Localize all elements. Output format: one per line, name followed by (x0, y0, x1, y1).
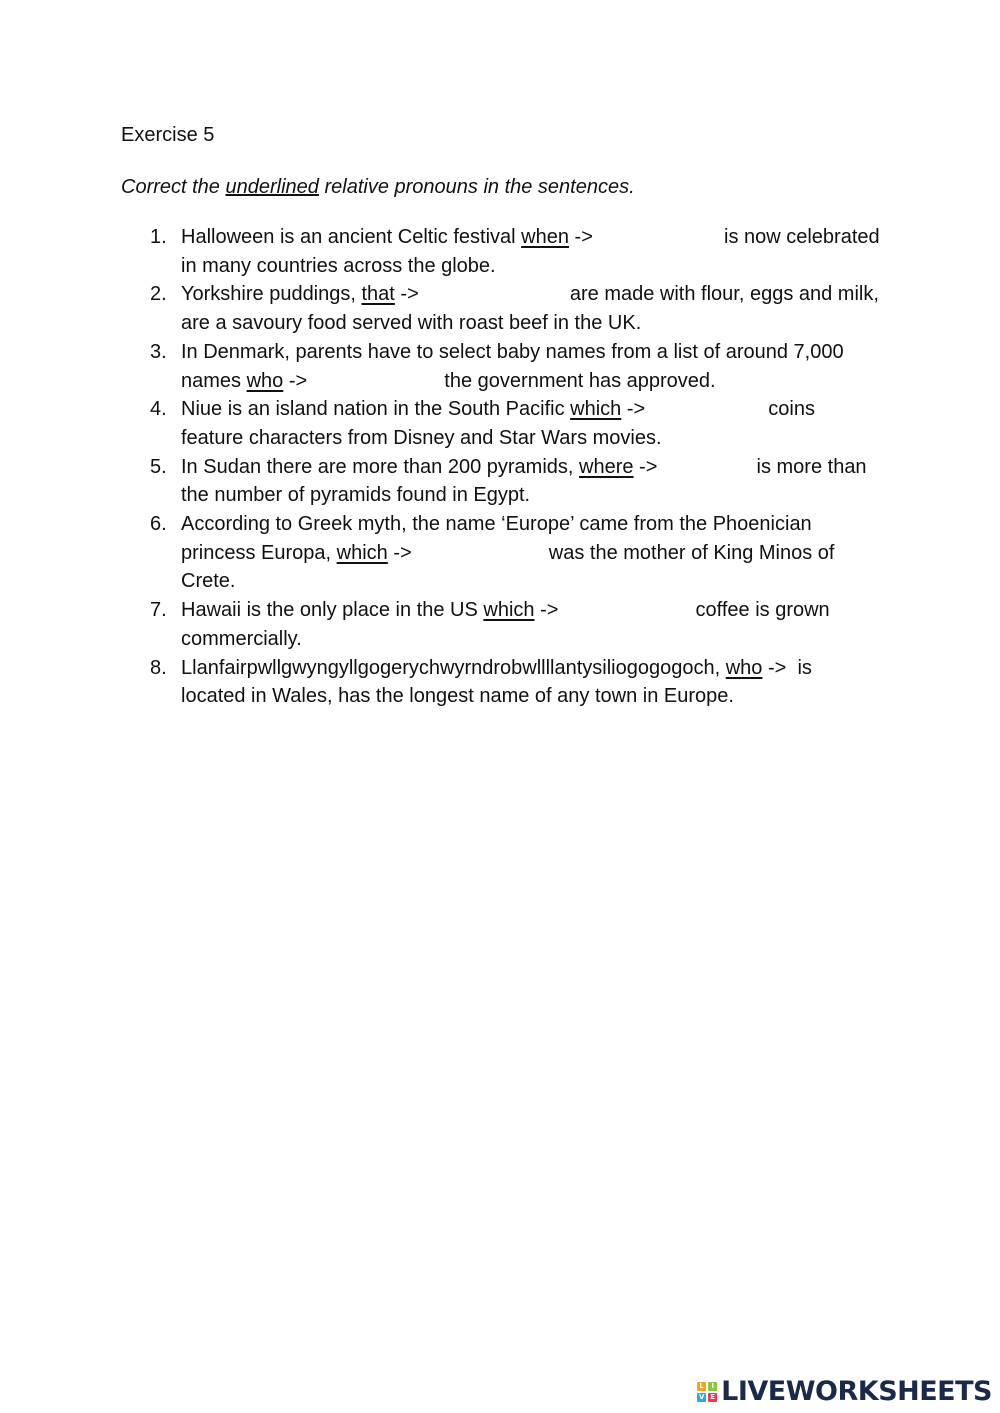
sentence-before: Halloween is an ancient Celtic festival (181, 226, 522, 248)
arrow: -> (621, 398, 651, 421)
sentence-before: Niue is an island nation in the South Pacific (181, 398, 571, 421)
exercise-sentence (181, 223, 881, 280)
underlined-pronoun: who (725, 656, 763, 679)
exercise-item (121, 596, 881, 653)
exercise-list (121, 223, 881, 711)
sentence-before: Hawaii is the only place in the US (181, 599, 484, 622)
sentence-after: the government has approved. (438, 369, 716, 392)
exercise-number: 8. (150, 656, 167, 679)
exercise-item (121, 338, 881, 395)
exercise-title: Exercise 5 (121, 124, 215, 146)
exercise-sentence (181, 395, 881, 452)
answer-input[interactable] (651, 399, 763, 421)
exercise-sentence (181, 453, 881, 510)
underlined-pronoun: when (521, 226, 569, 248)
exercise-item (121, 510, 881, 596)
logo-tile: L (697, 1382, 706, 1391)
answer-input[interactable] (598, 227, 718, 249)
exercise-number: 7. (150, 599, 167, 622)
arrow: -> (534, 599, 564, 622)
arrow: -> (633, 455, 663, 478)
exercise-number: 1. (150, 226, 167, 248)
exercise-item (121, 280, 881, 337)
underlined-pronoun: where (579, 455, 634, 478)
worksheet-page (121, 121, 881, 711)
exercise-item (121, 223, 881, 280)
arrow: -> (283, 369, 313, 392)
instruction-before: Correct the (121, 176, 226, 198)
exercise-number: 2. (150, 283, 167, 306)
exercise-sentence (181, 654, 881, 711)
logo-mark-icon (697, 1382, 717, 1402)
sentence-before: In Sudan there are more than 200 pyramids, (181, 455, 580, 478)
exercise-item (121, 654, 881, 711)
sentence-before: Yorkshire puddings, (181, 283, 362, 306)
instruction-underlined: underlined (225, 176, 319, 198)
exercise-number: 6. (150, 513, 167, 536)
sentence-after: coffee is grown commercially. (181, 599, 830, 650)
arrow: -> (394, 283, 425, 306)
arrow: -> (568, 226, 599, 248)
logo-tile: E (708, 1393, 717, 1402)
exercise-item (121, 453, 881, 510)
instruction (121, 173, 881, 201)
underlined-pronoun: which (570, 398, 622, 421)
sentence-after: is more than the number of pyramids found in Egypt. (181, 455, 867, 507)
exercise-sentence (181, 596, 881, 653)
sentence-after: is located in Wales, has the longest name of any town in Europe. (181, 656, 812, 708)
liveworksheets-logo (697, 1376, 992, 1407)
exercise-item (121, 395, 881, 452)
sentence-before: Llanfairpwllgwyngyllgogerychwyrndrobwllllantysiliogogogoch, (181, 656, 726, 679)
sentence-after: are made with flour, eggs and milk, are a savoury food served with roast beef in the UK. (181, 283, 879, 335)
exercise-sentence (181, 338, 881, 395)
exercise-sentence (181, 280, 881, 337)
sentence-after: coins feature characters from Disney and Star Wars movies. (181, 398, 815, 449)
exercise-number: 4. (150, 398, 167, 421)
arrow: -> (387, 541, 418, 564)
arrow: -> (762, 656, 792, 679)
answer-input[interactable] (417, 542, 543, 564)
answer-input[interactable] (663, 456, 751, 478)
answer-input[interactable] (424, 284, 564, 306)
answer-input[interactable] (564, 600, 690, 622)
exercise-number: 3. (150, 340, 167, 363)
sentence-before: According to Greek myth, the name ‘Europe’ came from the Phoenician princess Europa, (181, 513, 812, 564)
logo-tile: I (708, 1382, 717, 1391)
underlined-pronoun: which (483, 599, 535, 622)
logo-tile: V (698, 1393, 705, 1401)
answer-input[interactable] (313, 370, 439, 392)
sentence-before: In Denmark, parents have to select baby names from a list of around 7,000 names (181, 340, 844, 392)
sentence-after: was the mother of King Minos of Crete. (181, 541, 835, 593)
instruction-after: relative pronouns in the sentences. (318, 176, 635, 198)
underlined-pronoun: that (361, 283, 395, 306)
underlined-pronoun: which (336, 541, 388, 564)
sentence-after: is now celebrated in many countries across the globe. (181, 226, 880, 277)
underlined-pronoun: who (246, 369, 284, 392)
exercise-sentence (181, 510, 881, 596)
exercise-number: 5. (150, 455, 167, 478)
logo-text: LIVEWORKSHEETS (721, 1376, 992, 1407)
